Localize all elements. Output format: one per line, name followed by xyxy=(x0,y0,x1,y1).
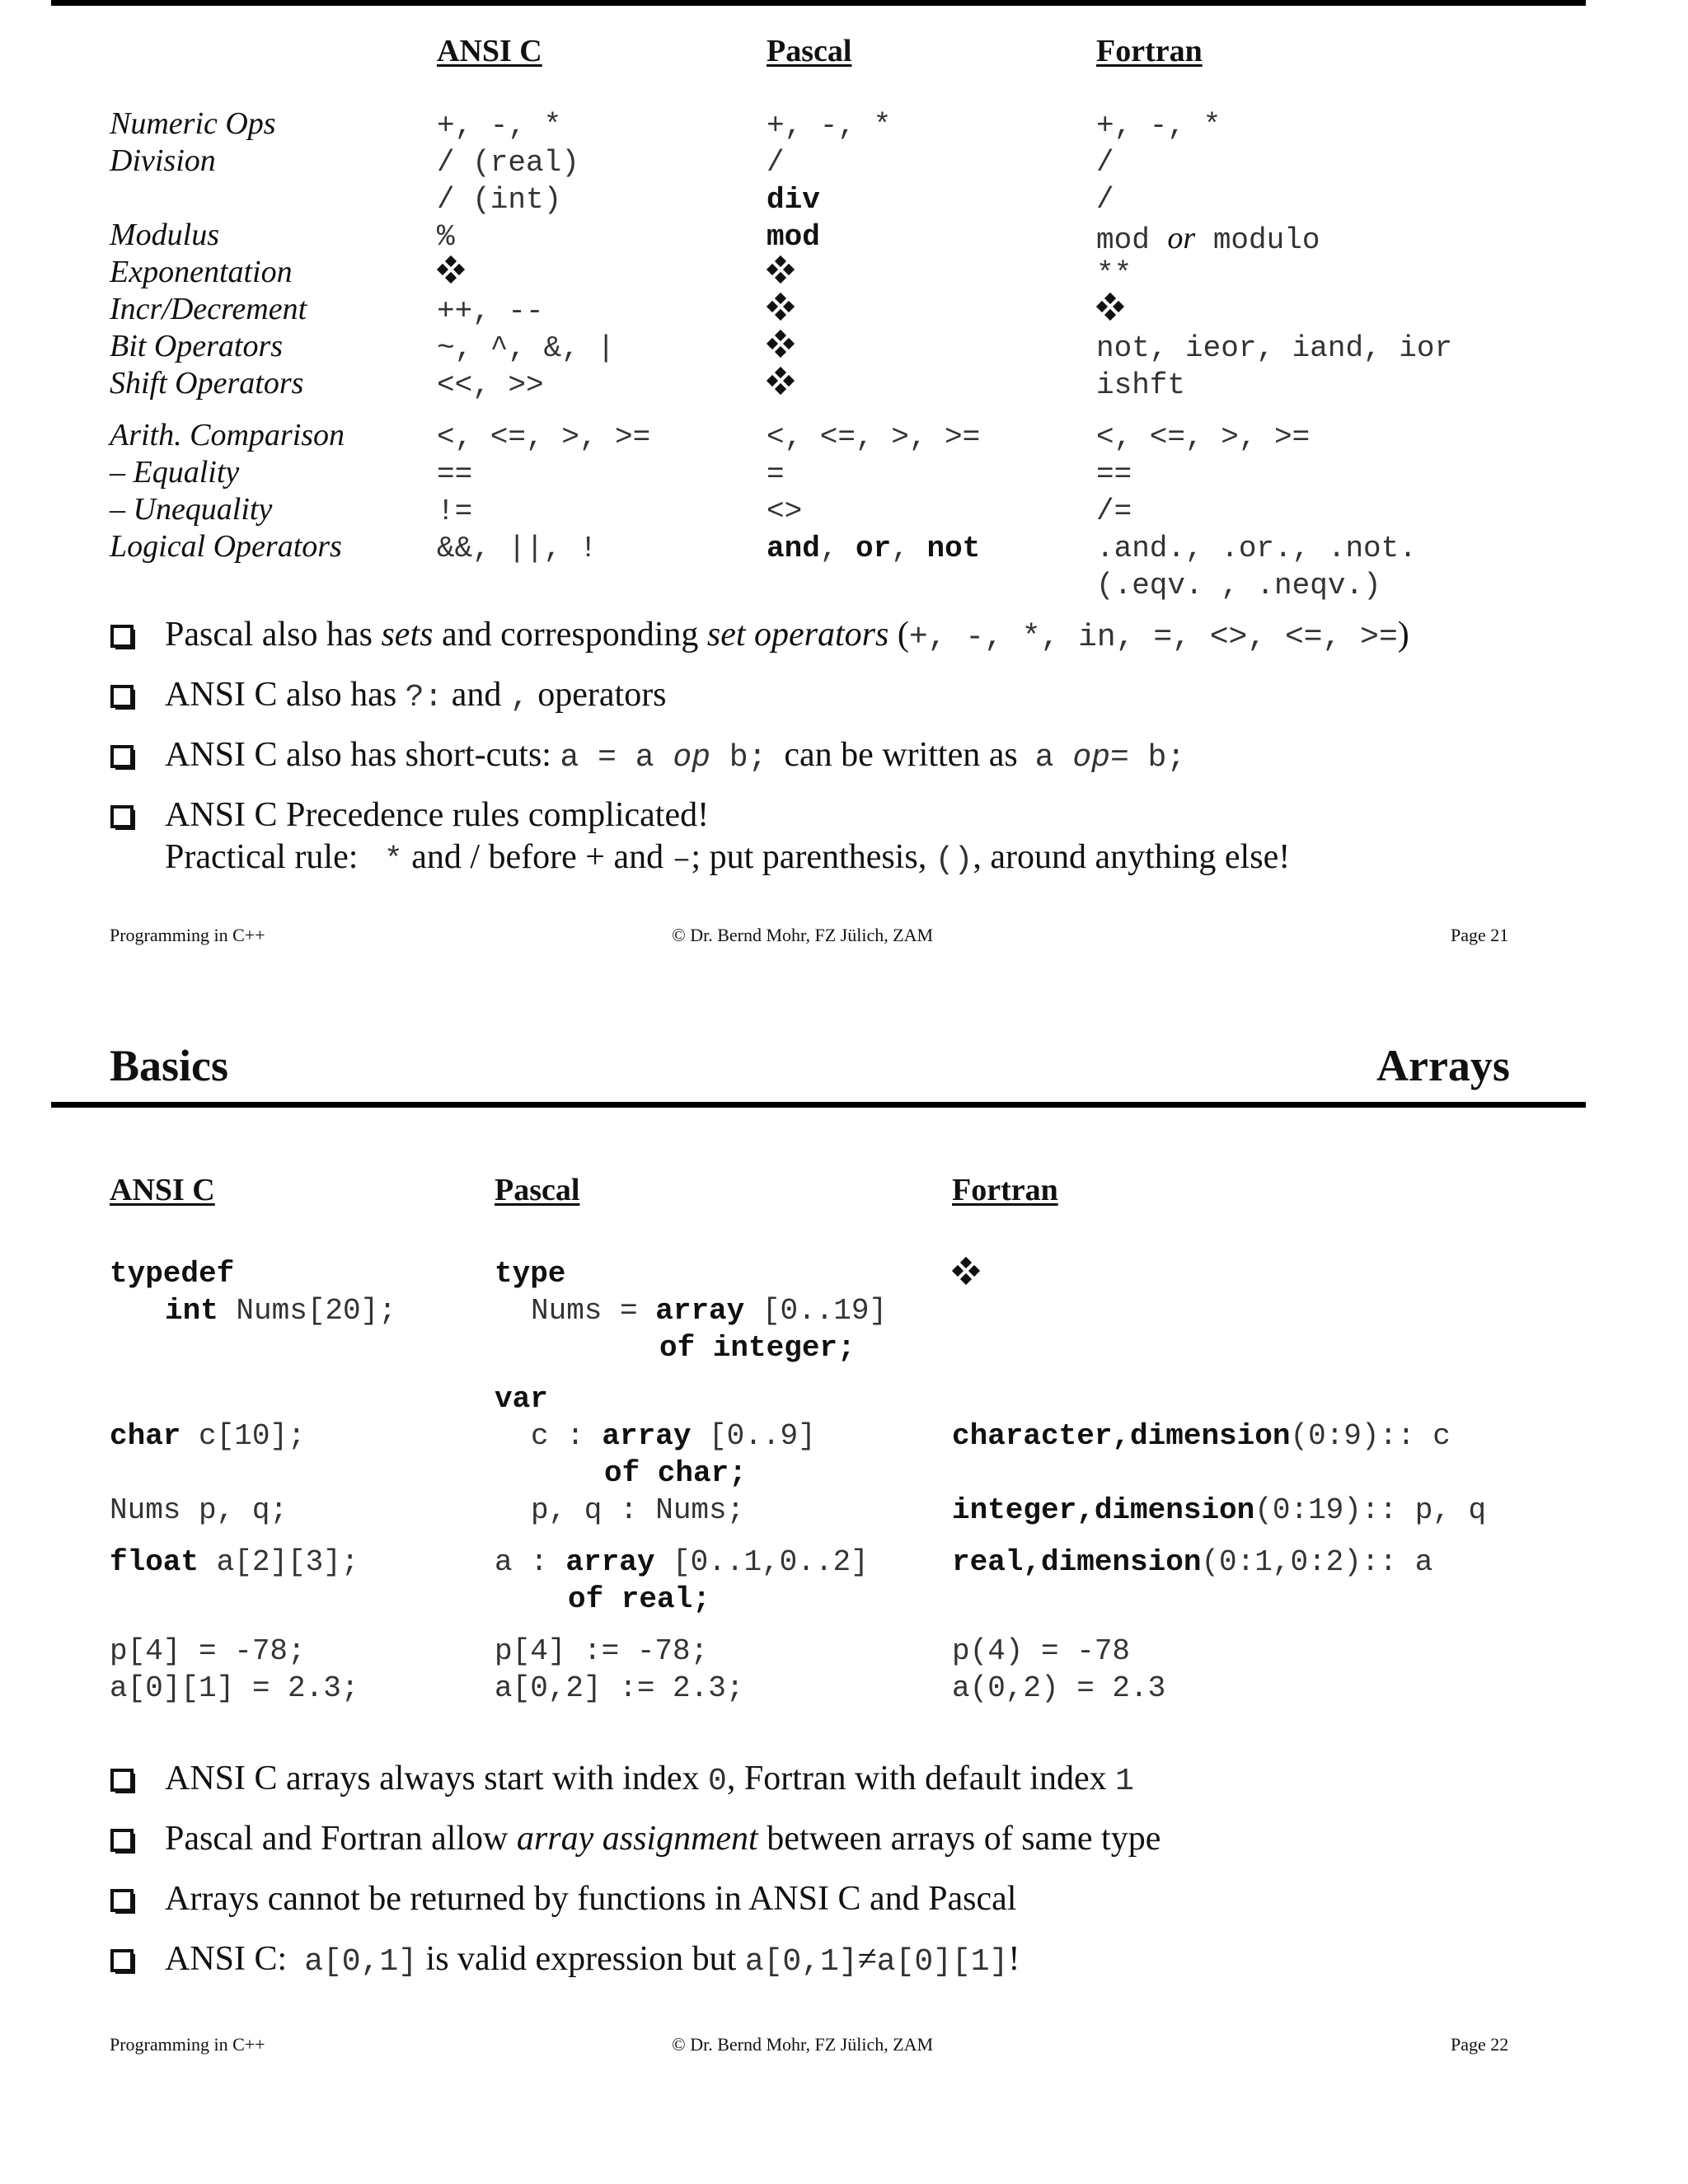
cell-fortran: / xyxy=(1096,183,1114,217)
not-available-icon xyxy=(438,257,463,282)
cell-fortran: ishft xyxy=(1096,368,1186,402)
pascal-and: and xyxy=(767,532,820,565)
cell-fortran: <, <=, >, >= xyxy=(1096,420,1311,454)
cell-c: % xyxy=(437,220,455,254)
cell-c: / (real) xyxy=(437,146,579,180)
footer-page: Page 21 xyxy=(1451,925,1509,945)
footer-center: © Dr. Bernd Mohr, FZ Jülich, ZAM xyxy=(672,2034,934,2055)
header-ansi-c: ANSI C xyxy=(110,1173,215,1207)
cell-c: ++, -- xyxy=(437,294,544,328)
row-label: Shift Operators xyxy=(110,366,304,401)
footer-center: © Dr. Bernd Mohr, FZ Jülich, ZAM xyxy=(672,925,934,945)
cell-c: == xyxy=(437,457,473,491)
code-line: of real; xyxy=(568,1582,710,1616)
cell-c: ~, ^, &, | xyxy=(437,331,616,365)
bullet-text: ANSI C Precedence rules complicated! xyxy=(165,796,710,834)
cell-pascal: and, or, not xyxy=(767,532,981,565)
row-label: Modulus xyxy=(110,218,219,252)
pascal-not: not xyxy=(926,532,981,565)
checkbox-bullet-icon xyxy=(110,1769,134,1792)
code-line: of char; xyxy=(604,1456,747,1490)
cell-fortran: +, -, * xyxy=(1096,109,1221,143)
code-line: char c[10]; xyxy=(110,1419,306,1453)
checkbox-bullet-icon xyxy=(110,805,134,828)
or-word: or xyxy=(1167,221,1196,255)
code-line: integer,dimension(0:19):: p, q xyxy=(952,1493,1487,1527)
code-line: type xyxy=(495,1257,566,1291)
code-line: int Nums[20]; xyxy=(165,1294,396,1328)
row-label: Logical Operators xyxy=(110,529,342,564)
bullet-text: Pascal also has sets and corresponding set operators (+, -, *, in, =, <>, <=, >=) xyxy=(165,616,1409,655)
code-line: Nums p, q; xyxy=(110,1493,288,1527)
checkbox-bullet-icon xyxy=(110,745,134,768)
code-line: c : array [0..9] xyxy=(531,1419,816,1453)
code-line: typedef xyxy=(110,1257,235,1291)
topic-title: Arrays xyxy=(1376,1041,1510,1090)
cell-pascal: div xyxy=(767,183,820,217)
row-label: Arith. Comparison xyxy=(110,418,345,452)
checkbox-bullet-icon xyxy=(110,1949,134,1972)
code-line: a[0][1] = 2.3; xyxy=(110,1671,359,1705)
cell-pascal: <, <=, >, >= xyxy=(767,420,981,454)
code-line: real,dimension(0:1,0:2):: a xyxy=(952,1545,1433,1579)
row-label: Numeric Ops xyxy=(110,106,276,141)
header-ansi-c: ANSI C xyxy=(437,34,542,68)
cell-pascal: / xyxy=(767,146,785,180)
code-line: p[4] = -78; xyxy=(110,1634,306,1668)
header-pascal: Pascal xyxy=(767,34,852,68)
header-pascal: Pascal xyxy=(495,1173,580,1207)
bullet-text: ANSI C also has short-cuts: a = a op b; can be written as a op= b; xyxy=(165,736,1186,776)
cell-c: <, <=, >, >= xyxy=(437,420,651,454)
checkbox-bullet-icon xyxy=(110,1829,134,1852)
not-available-icon xyxy=(1098,294,1123,319)
cell-fortran: /= xyxy=(1096,494,1132,528)
code-line: of integer; xyxy=(659,1331,856,1365)
cell-fortran: ** xyxy=(1096,257,1132,291)
row-label: – Unequality xyxy=(110,492,273,527)
cell-pascal: = xyxy=(767,457,785,491)
cell-pascal: +, -, * xyxy=(767,109,892,143)
bullet-text: Pascal and Fortran allow array assignment between arrays of same type xyxy=(165,1820,1161,1858)
bullet-text: ANSI C: a[0,1] is valid expression but a[0,1]≠a[0][1]! xyxy=(165,1940,1020,1980)
bullet-text: ANSI C also has ?: and , operators xyxy=(165,676,667,715)
cell-pascal: mod xyxy=(767,220,820,254)
code-line: var xyxy=(495,1382,548,1416)
section-title: Basics xyxy=(110,1041,229,1090)
cell-c: &&, ||, ! xyxy=(437,532,598,565)
fortran-modulo: modulo xyxy=(1212,223,1320,257)
cell-fortran: == xyxy=(1096,457,1132,491)
not-available-icon xyxy=(768,368,793,393)
cell-fortran xyxy=(1096,220,1320,257)
code-line: p, q : Nums; xyxy=(531,1493,745,1527)
bullet-text: ANSI C arrays always start with index 0, Fortran with default index 1 xyxy=(165,1760,1134,1799)
cell-pascal: <> xyxy=(767,494,803,528)
cell-fortran: not, ieor, iand, ior xyxy=(1096,331,1453,365)
cell-fortran: .and., .or., .not. xyxy=(1096,532,1417,565)
row-label: – Equality xyxy=(110,455,240,490)
top-rule xyxy=(51,0,1586,6)
not-available-icon xyxy=(954,1258,978,1283)
cell-c: != xyxy=(437,494,473,528)
code-line: p(4) = -78 xyxy=(952,1634,1131,1668)
code-line: p[4] := -78; xyxy=(495,1634,709,1668)
footer-page: Page 22 xyxy=(1451,2034,1509,2055)
row-label: Bit Operators xyxy=(110,329,284,363)
header-fortran: Fortran xyxy=(1096,34,1203,68)
bullet-text: Practical rule: * and / before + and –; put parenthesis, (), around anything else! xyxy=(165,838,1291,878)
bullet-text: Arrays cannot be returned by functions in ANSI C and Pascal xyxy=(165,1880,1017,1918)
code-line: a(0,2) = 2.3 xyxy=(952,1671,1166,1705)
fortran-mod: mod xyxy=(1096,223,1150,257)
checkbox-bullet-icon xyxy=(110,685,134,708)
pascal-or: or xyxy=(856,532,892,565)
cell-fortran: / xyxy=(1096,146,1114,180)
cell-c: <<, >> xyxy=(437,368,544,402)
not-available-icon xyxy=(768,331,793,356)
cell-c: +, -, * xyxy=(437,109,562,143)
footer-left: Programming in C++ xyxy=(110,925,265,945)
code-line: a : array [0..1,0..2] xyxy=(495,1545,869,1579)
checkbox-bullet-icon xyxy=(110,625,134,648)
cell-c: / (int) xyxy=(437,183,562,217)
row-label: Division xyxy=(110,143,216,178)
cell-fortran: (.eqv. , .neqv.) xyxy=(1096,569,1381,602)
row-label: Exponentation xyxy=(110,255,293,289)
footer-left: Programming in C++ xyxy=(110,2034,265,2055)
not-available-icon xyxy=(768,257,793,282)
code-line: a[0,2] := 2.3; xyxy=(495,1671,744,1705)
title-rule xyxy=(51,1102,1586,1108)
code-line: Nums = array [0..19] xyxy=(531,1294,888,1328)
header-fortran: Fortran xyxy=(952,1173,1058,1207)
not-available-icon xyxy=(768,294,793,319)
code-line: character,dimension(0:9):: c xyxy=(952,1419,1451,1453)
code-line: float a[2][3]; xyxy=(110,1545,359,1579)
row-label: Incr/Decrement xyxy=(110,292,307,326)
checkbox-bullet-icon xyxy=(110,1889,134,1912)
